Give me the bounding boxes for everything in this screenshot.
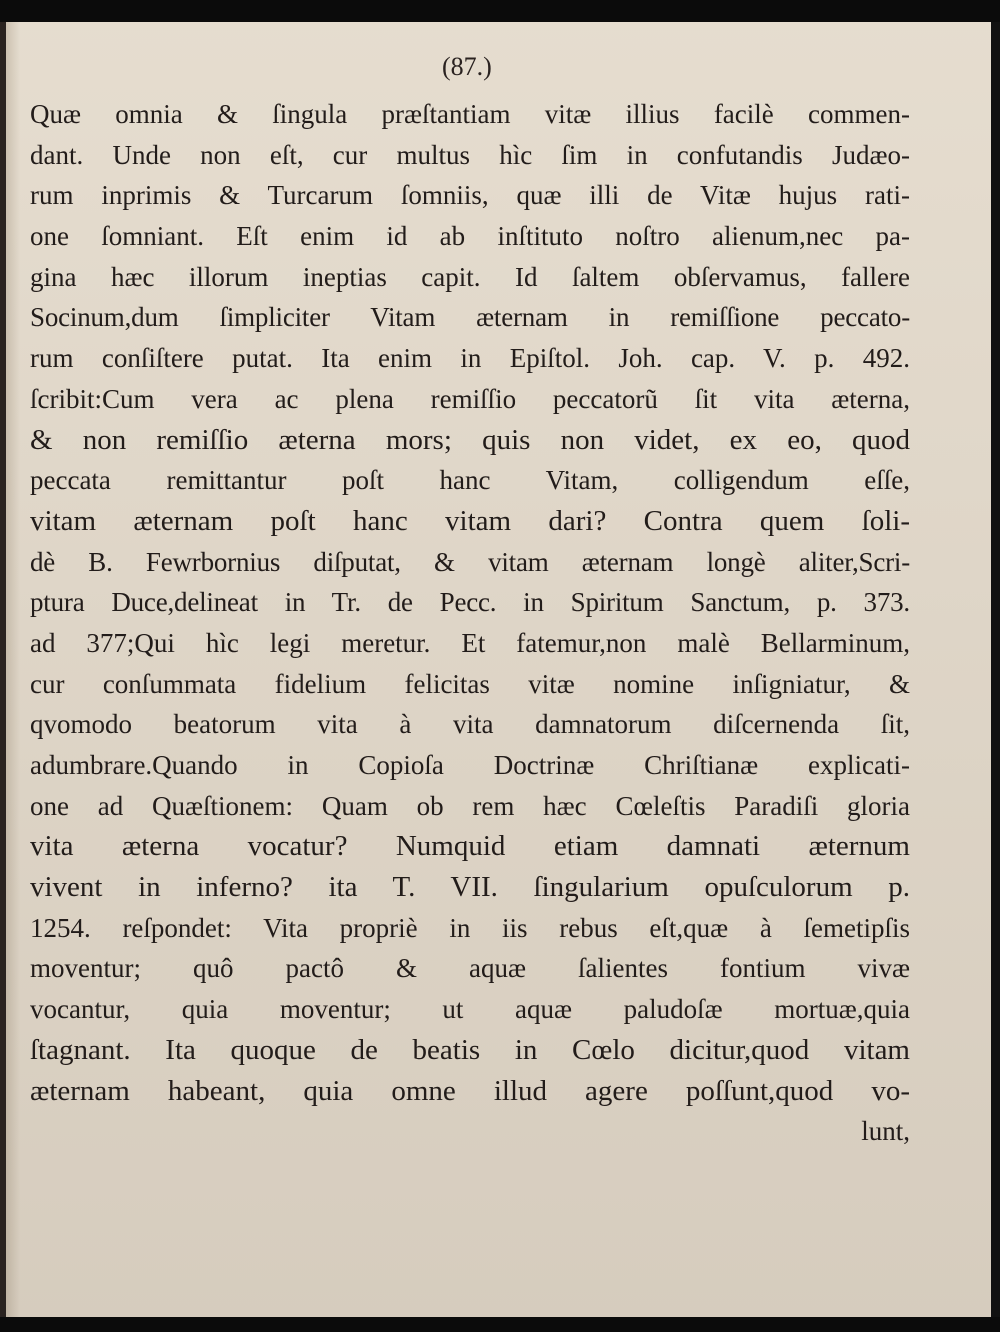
- text-line: dè B. Fewrbornius diſputat, & vitam æternam longè aliter,Scri-: [30, 546, 910, 577]
- text-line: rum conſiſtere putat. Ita enim in Epiſtol. Joh. cap. V. p. 492.: [30, 343, 910, 374]
- text-line: vivent in inferno? ita T. VII. ſingularium opuſculorum p.: [30, 871, 910, 904]
- text-line: ſcribit:Cum vera ac plena remiſſio peccatorũ ſit vita æterna,: [30, 383, 910, 414]
- scan-border: [0, 1317, 1000, 1332]
- page-edge-shadow: [991, 22, 1000, 1317]
- text-line: & non remiſſio æterna mors; quis non videt, ex eo, quod: [30, 423, 910, 456]
- text-line: vocantur, quia moventur; ut aquæ paludoſæ mortuæ,quia: [30, 994, 910, 1025]
- body-text: [30, 94, 910, 1152]
- text-line: Quæ omnia & ſingula præſtantiam vitæ illius facilè commen-: [30, 99, 910, 129]
- text-line: vitam æternam poſt hanc vitam dari? Contra quem ſoli-: [30, 504, 910, 537]
- text-line: æternam habeant, quia omne illud agere poſſunt,quod vo-: [30, 1074, 910, 1107]
- text-line: ſtagnant. Ita quoque de beatis in Cœlo dicitur,quod vitam: [30, 1033, 910, 1066]
- text-line: one ad Quæſtionem: Quam ob rem hæc Cœleſtis Paradiſi gloria: [30, 790, 910, 821]
- text-line: adumbrare.Quando in Copioſa Doctrinæ Chriſtianæ explicati-: [30, 750, 910, 780]
- text-line: qvomodo beatorum vita à vita damnatorum diſcernenda ſit,: [30, 709, 910, 740]
- text-line: vita æterna vocatur? Numquid etiam damnati æternum: [30, 830, 910, 863]
- text-line: peccata remittantur poſt hanc Vitam, colligendum eſſe,: [30, 465, 910, 496]
- text-line: ad 377;Qui hìc legi meretur. Et fatemur,non malè Bellarminum,: [30, 627, 910, 658]
- text-line: Socinum,dum ſimpliciter Vitam æternam in remiſſione peccato-: [30, 302, 910, 333]
- text-line: gina hæc illorum ineptias capit. Id ſaltem obſervamus, fallere: [30, 261, 910, 292]
- text-line: dant. Unde non eſt, cur multus hìc ſim in confutandis Judæo-: [30, 139, 910, 170]
- text-line: 1254. reſpondet: Vita propriè in iis rebus eſt,quæ à ſemetipſis: [30, 912, 910, 943]
- text-line: rum inprimis & Turcarum ſomniis, quæ illi de Vitæ hujus rati-: [30, 180, 910, 211]
- text-line: ptura Duce,delineat in Tr. de Pecc. in Spiritum Sanctum, p. 373.: [30, 587, 910, 618]
- text-line: lunt,: [861, 1116, 910, 1147]
- text-line: cur conſummata fidelium felicitas vitæ nomine inſigniatur, &: [30, 668, 910, 699]
- text-line: one ſomniant. Eſt enim id ab inſtituto noſtro alienum,nec pa-: [30, 221, 910, 252]
- page-number: (87.): [442, 52, 492, 81]
- text-line: moventur; quô pactô & aquæ ſalientes fontium vivæ: [30, 953, 910, 984]
